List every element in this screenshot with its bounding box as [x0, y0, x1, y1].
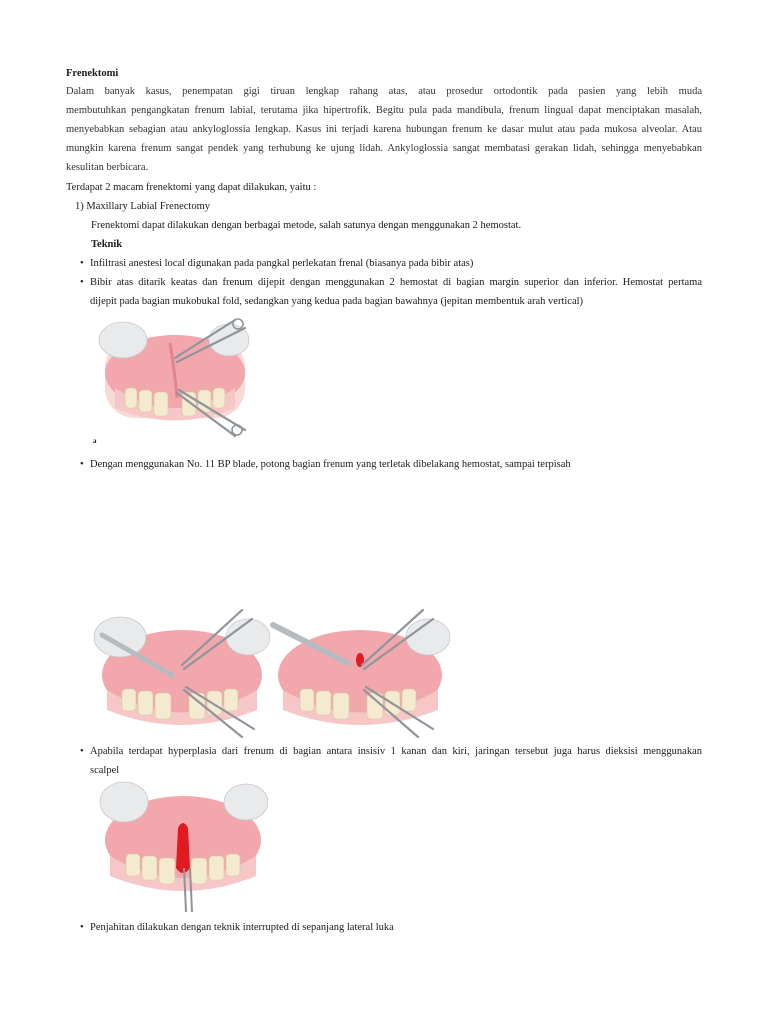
para-line: membutuhkan pengangkatan frenum labial, terutama jika hipertrofik. Begitu pula pada mandibula, frenum lingual dapat menciptakan masalah,	[66, 105, 702, 116]
para-line: kesulitan berbicara.	[66, 162, 149, 173]
bullet-text: scalpel	[90, 765, 120, 776]
bullet-text: Dengan menggunakan No. 11 BP blade, potong bagian frenum yang terletak dibelakang hemostat, sampai terpisah	[90, 459, 571, 470]
intro-paragraph	[66, 82, 702, 177]
para-line: Dalam banyak kasus, penempatan gigi tiruan lengkap rahang atas, atau prosedur ortodontik pada pasien yang lebih muda	[66, 86, 702, 97]
figure-label: a	[93, 437, 97, 445]
bullet-text: dijepit pada bagian mukobukal fold, sedangkan yang kedua pada bagian bawahnya (jepitan membentuk arah vertical)	[90, 296, 584, 307]
bullet-icon: •	[80, 277, 84, 288]
item-1-description: Frenektomi dapat dilakukan dengan berbagai metode, salah satunya dengan menggunakan 2 hemostat.	[91, 220, 522, 231]
bullet-icon: •	[80, 922, 84, 933]
hemostat-clamp-illustration	[95, 318, 255, 438]
bullet-icon: •	[80, 258, 84, 269]
para-line: menyebabkan sebagian atau ankyloglossia lengkap. Kasus ini terjadi karena hubungan frenum ke dasar mulut atau pada mukosa alveolar. Atau	[66, 124, 702, 135]
list-item	[80, 273, 702, 313]
bullet-text: Bibir atas ditarik keatas dan frenum dijepit dengan menggunakan 2 hemostat di bagian margin superior dan inferior. Hemostat pertama	[90, 277, 702, 288]
para-line: mungkin karena frenum sangat pendek yang terhubung ke ujung lidah. Ankyloglossia sangat membatasi gerakan lidah, sehingga menyebabkan	[66, 143, 702, 154]
types-intro: Terdapat 2 macam frenektomi yang dapat dilakukan, yaitu :	[66, 182, 317, 193]
section-title: Frenektomi	[66, 68, 119, 79]
blade-cut-illustration	[92, 605, 272, 740]
list-item-1: 1) Maxillary Labial Frenectomy	[75, 201, 210, 212]
frenum-excision-illustration	[268, 605, 453, 740]
bullet-icon: •	[80, 459, 84, 470]
list-item	[80, 742, 702, 782]
bullet-icon: •	[80, 746, 84, 757]
bullet-text: Infiltrasi anestesi local digunakan pada pangkal perlekatan frenal (biasanya pada bibir atas)	[90, 258, 474, 269]
scalpel-excision-illustration	[98, 778, 268, 913]
technique-heading: Teknik	[91, 239, 123, 250]
bullet-text: Apabila terdapat hyperplasia dari frenum di bagian antara insisiv 1 kanan dan kiri, jaringan tersebut juga harus dieksisi menggunakan	[90, 746, 702, 757]
bullet-text: Penjahitan dilakukan dengan teknik interrupted di sepanjang lateral luka	[90, 922, 394, 933]
